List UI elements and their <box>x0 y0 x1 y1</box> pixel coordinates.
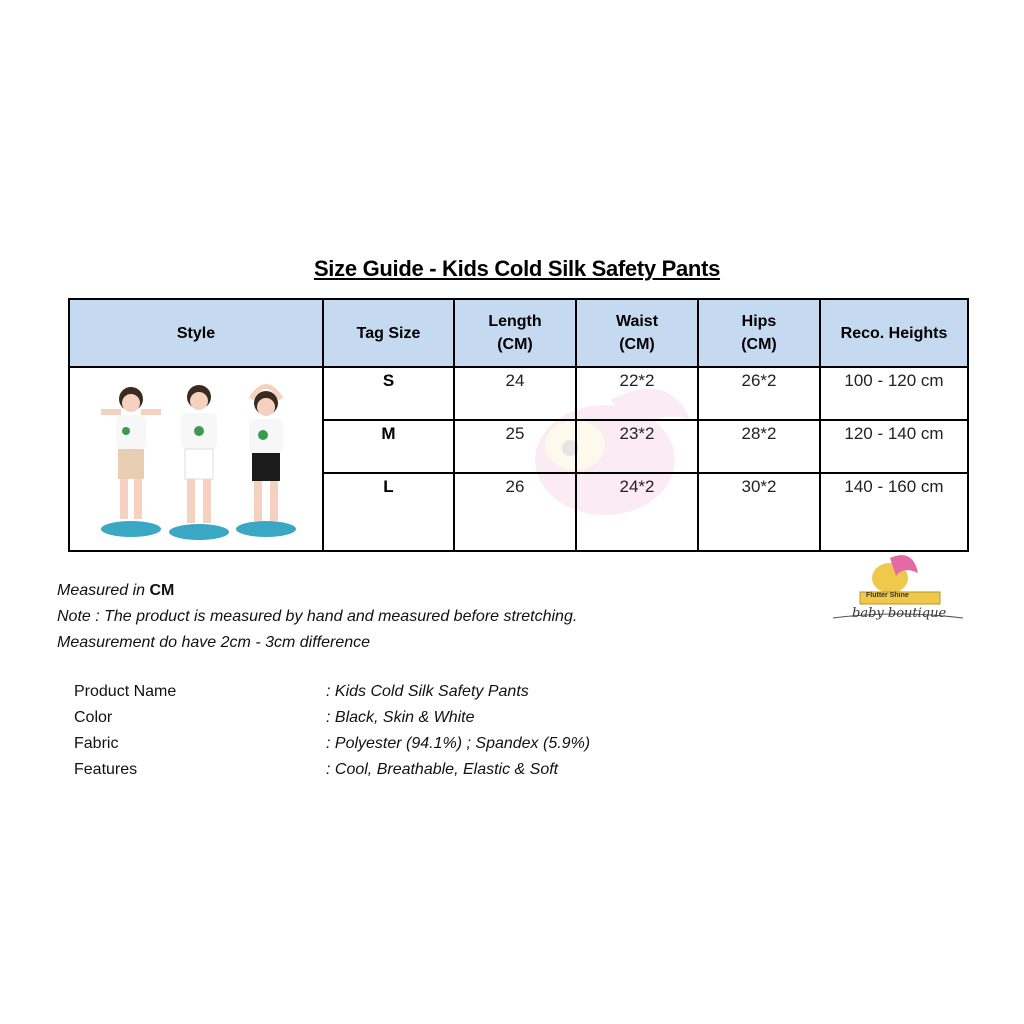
spec-label: Features <box>74 761 138 778</box>
hips-cell: 26*2 <box>698 367 820 420</box>
spec-value: : Kids Cold Silk Safety Pants <box>326 683 529 700</box>
brand-logo <box>828 548 968 634</box>
tag-size-cell: M <box>323 420 454 473</box>
kid-black-pants <box>236 386 296 537</box>
height-cell: 140 - 160 cm <box>820 473 968 551</box>
difference-line: Measurement do have 2cm - 3cm difference <box>57 634 371 651</box>
header-length-unit: (CM) <box>497 336 533 353</box>
measured-line <box>57 578 577 604</box>
header-hips-unit: (CM) <box>741 336 777 353</box>
spec-row <box>74 705 590 731</box>
kid-white-pants <box>169 385 229 540</box>
table-row <box>69 367 968 420</box>
height-cell: 100 - 120 cm <box>820 367 968 420</box>
header-hips <box>698 299 820 367</box>
header-tag-size: Tag Size <box>323 299 454 367</box>
length-cell: 26 <box>454 473 576 551</box>
spec-label: Fabric <box>74 735 119 752</box>
measurement-notes <box>57 578 577 656</box>
waist-cell: 24*2 <box>576 473 698 551</box>
hips-cell: 28*2 <box>698 420 820 473</box>
header-length <box>454 299 576 367</box>
header-waist-label: Waist <box>615 313 659 330</box>
pony-logo-icon <box>828 548 968 634</box>
header-style: Style <box>69 299 323 367</box>
kids-models-image <box>71 369 321 545</box>
measured-unit: CM <box>149 582 175 599</box>
size-table <box>68 298 969 552</box>
header-hips-label: Hips <box>741 313 777 330</box>
logo-line2: baby boutique <box>852 606 947 621</box>
spec-label: Product Name <box>74 683 177 700</box>
style-image-cell <box>69 367 323 551</box>
product-specs <box>74 679 590 783</box>
spec-row <box>74 679 590 705</box>
spec-value: : Black, Skin & White <box>326 709 475 726</box>
logo-line1: Flutter Shine <box>866 592 909 599</box>
header-heights: Reco. Heights <box>820 299 968 367</box>
spec-row <box>74 731 590 757</box>
waist-cell: 23*2 <box>576 420 698 473</box>
note-line: Note : The product is measured by hand and measured before stretching. <box>57 608 578 625</box>
page-title: Size Guide - Kids Cold Silk Safety Pants <box>313 256 721 281</box>
kid-skin-pants <box>101 387 161 537</box>
height-cell: 120 - 140 cm <box>820 420 968 473</box>
length-cell: 25 <box>454 420 576 473</box>
length-cell: 24 <box>454 367 576 420</box>
header-waist-unit: (CM) <box>619 336 655 353</box>
spec-row <box>74 757 590 783</box>
header-waist <box>576 299 698 367</box>
spec-value: : Cool, Breathable, Elastic & Soft <box>326 761 559 778</box>
measured-prefix: Measured in <box>57 582 150 599</box>
tag-size-cell: S <box>323 367 454 420</box>
spec-label: Color <box>74 709 113 726</box>
spec-value: : Polyester (94.1%) ; Spandex (5.9%) <box>326 735 591 752</box>
table-header-row <box>69 299 968 367</box>
header-length-label: Length <box>488 313 542 330</box>
tag-size-cell: L <box>323 473 454 551</box>
hips-cell: 30*2 <box>698 473 820 551</box>
waist-cell: 22*2 <box>576 367 698 420</box>
